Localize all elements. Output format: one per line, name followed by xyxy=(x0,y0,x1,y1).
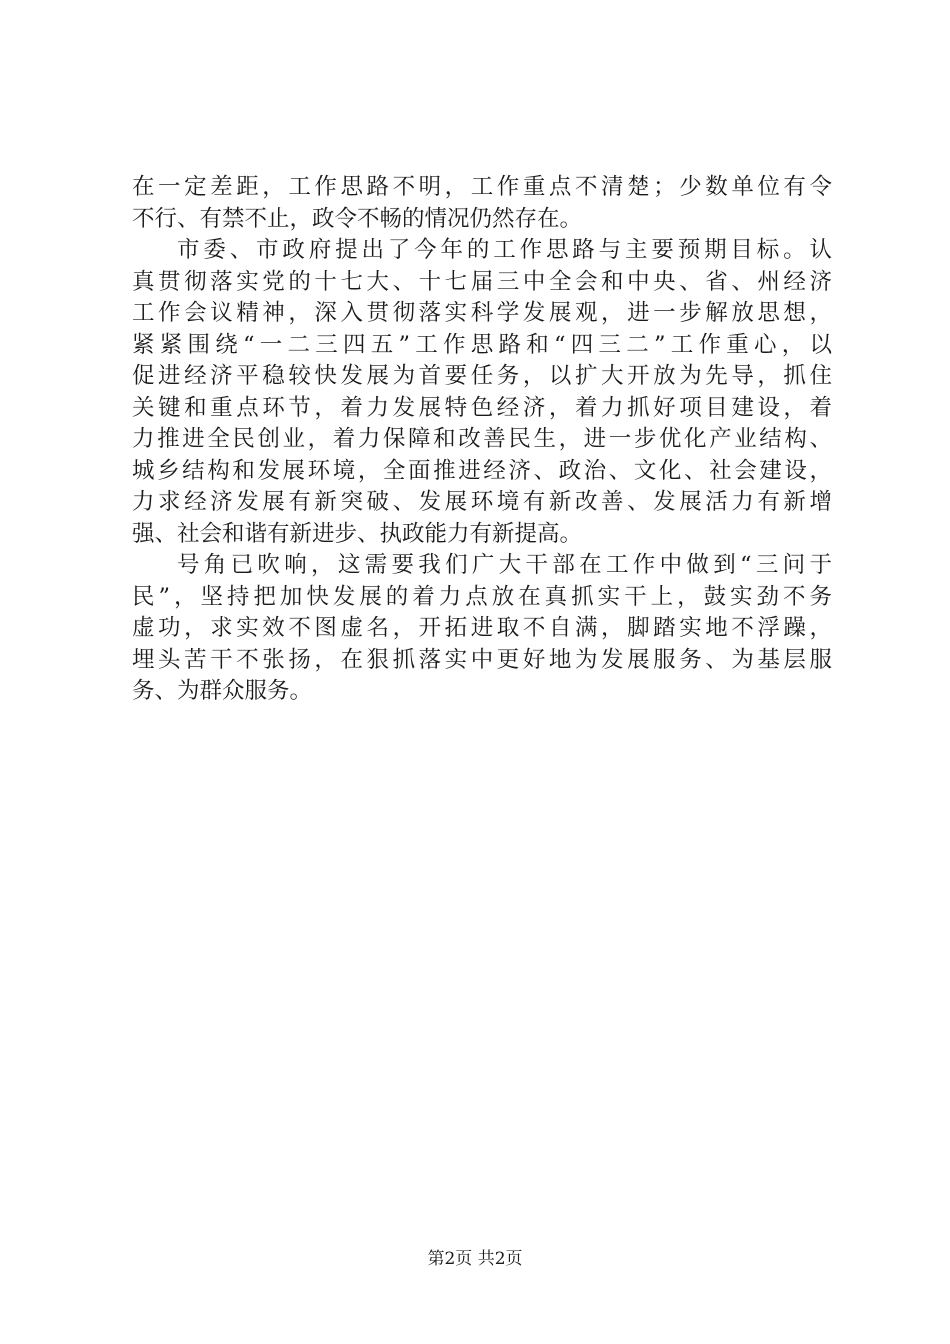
text-line: 真贯彻落实党的十七大、十七届三中全会和中央、省、州经济 xyxy=(132,268,832,295)
text-line: 民”，坚持把加快发展的着力点放在真抓实干上，鼓实劲不务 xyxy=(132,583,832,610)
text-line: 力求经济发展有新突破、发展环境有新改善、发展活力有新增 xyxy=(132,489,832,515)
page-number-label: 第2页 共2页 xyxy=(427,1249,523,1269)
text-line: 城乡结构和发展环境，全面推进经济、政治、文化、社会建设， xyxy=(132,457,832,484)
text-line: 号角已吹响，这需要我们广大干部在工作中做到“三问于 xyxy=(177,552,832,578)
text-line: 在一定差距，工作思路不明，工作重点不清楚；少数单位有令 xyxy=(132,174,832,200)
text-line: 促进经济平稳较快发展为首要任务，以扩大开放为先导，抓住 xyxy=(132,363,832,389)
text-line: 紧紧围绕“一二三四五”工作思路和“四三二”工作重心，以 xyxy=(132,331,832,358)
text-line: 强、社会和谐有新进步、执政能力有新提高。 xyxy=(132,520,583,547)
paragraph xyxy=(132,235,832,550)
text-line: 力推进全民创业，着力保障和改善民生，进一步优化产业结构、 xyxy=(132,426,832,452)
text-line: 埋头苦干不张扬，在狠抓落实中更好地为发展服务、为基层服 xyxy=(132,646,832,673)
text-line: 关键和重点环节，着力发展特色经济，着力抓好项目建设，着 xyxy=(132,394,832,421)
text-line: 工作会议精神，深入贯彻落实科学发展观，进一步解放思想， xyxy=(132,300,832,326)
text-line: 务、为群众服务。 xyxy=(132,678,313,704)
paragraph xyxy=(132,550,832,708)
text-line: 不行、有禁不止，政令不畅的情况仍然存在。 xyxy=(132,205,583,232)
text-line: 市委、市政府提出了今年的工作思路与主要预期目标。认 xyxy=(177,237,832,263)
text-line: 虚功，求实效不图虚名，开拓进取不自满，脚踏实地不浮躁， xyxy=(132,615,832,641)
document-body xyxy=(132,172,832,708)
paragraph xyxy=(132,172,832,235)
page-footer xyxy=(0,1244,950,1269)
